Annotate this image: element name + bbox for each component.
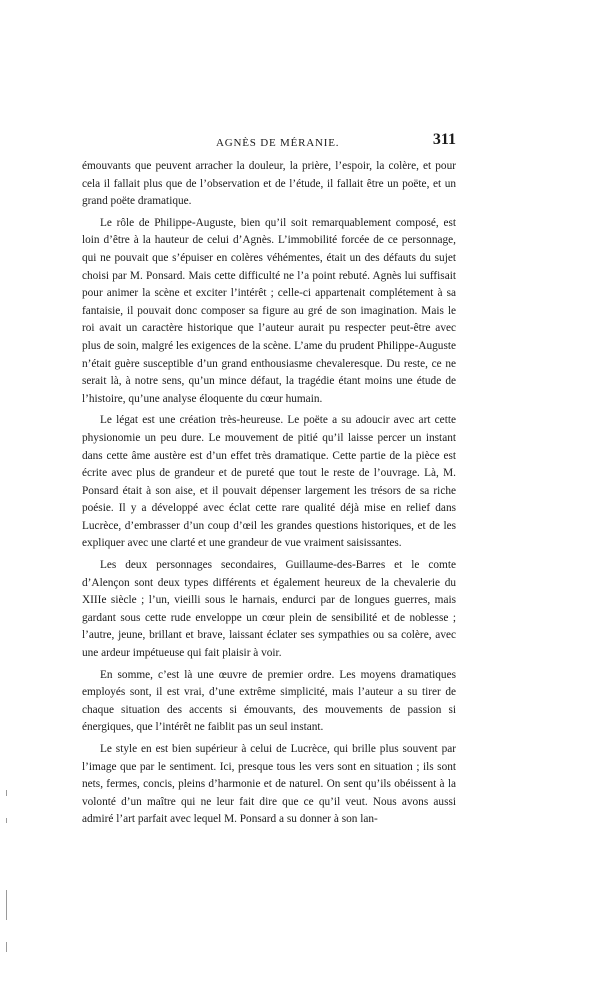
scan-mark [6, 890, 7, 920]
scan-mark [6, 790, 7, 796]
scan-mark [6, 942, 7, 952]
running-title: AGNÈS DE MÉRANIE. [216, 137, 340, 149]
paragraph-continued: émouvants que peuvent arracher la douleur, la prière, l’espoir, la colère, et pour cela il fallait plus que de l’observation et de l’étude, il fallait être un poëte, et un grand poëte dramatique. [82, 160, 456, 208]
paragraph-philippe-auguste: Le rôle de Philippe-Auguste, bien qu’il soit remarquablement composé, est loin d’être à la hauteur de celui d’Agnès. L’immobilité forcée de ce personnage, qui ne pouvait que s’épuiser en colères véhémentes, était un des défauts du sujet choisi par M. Ponsard. Mais cette difficulté ne l’a point rebuté. Agnès lui suffisait pour animer la scène et exciter l’intérêt ; celle-ci appartenait complétement à sa fantaisie, il pouvait donc composer sa figure au gré de son imagination. Mais le roi avait un caractère historique que l’auteur aurait pu respecter peut-être avec plus de soin, malgré les exigences de la scène. L’ame du prudent Philippe-Auguste n’était guère susceptible d’un grand enthousiasme chevaleresque. Du reste, ce ne serait là, à notre sens, qu’un mince défaut, la tragédie étant moins une étude de l’histoire, qu’une analyse éloquente du cœur humain. [82, 216, 456, 405]
body-text [82, 158, 456, 833]
scan-margin-marks [4, 790, 14, 970]
paragraph-style: Le style en est bien supérieur à celui de Lucrèce, qui brille plus souvent par l’image que par le sentiment. Ici, presque tous les vers sont en situation ; ils sont nets, fermes, concis, pleins d’harmonie et de naturel. On sent qu’ils obéissent à la volonté d’un maître qui ne leur fait dire que ce qu’il veut. Nous avons aussi admiré l’art parfait avec lequel M. Ponsard a su donner à son lan- [82, 743, 456, 826]
paragraph-personnages-secondaires: Les deux personnages secondaires, Guillaume-des-Barres et le comte d’Alençon sont deux types différents et également heureux de la chevalerie du XIIIe siècle ; l’un, vieilli sous le harnais, endurci par de longues guerres, mais gardant sous cette rude enveloppe un cœur plein de sensibilité et de noblesse ; l’autre, jeune, brillant et brave, laissant éclater ses sympathies ou sa colère, avec une ardeur impétueuse qui fait plaisir à voir. [82, 559, 456, 660]
paragraph-legat: Le légat est une création très-heureuse. Le poëte a su adoucir avec art cette physionomie un peu dure. Le mouvement de pitié qu’il laisse percer un instant dans cette âme austère est d’un effet très dramatique. Cette partie de la pièce est écrite avec plus de grandeur et de pureté que tout le reste de l’ouvrage. Là, M. Ponsard était à son aise, et il pouvait dépenser largement les trésors de sa riche poésie. Il y a développé avec éclat cette rare qualité déjà mise en relief dans Lucrèce, d’embrasser d’un coup d’œil les grandes questions historiques, et de les expliquer avec une clarté et une grandeur de vue vraiment saisissantes. [82, 414, 456, 550]
page-header [82, 131, 456, 153]
scan-mark [6, 818, 7, 823]
paragraph-en-somme: En somme, c’est là une œuvre de premier ordre. Les moyens dramatiques employés sont, il est vrai, d’une extrême simplicité, mais l’auteur a su tirer de chaque situation des accents si émouvants, des mouvements de passion si énergiques, que l’intérêt ne faiblit pas un seul instant. [82, 668, 456, 734]
page-number: 311 [432, 131, 456, 148]
